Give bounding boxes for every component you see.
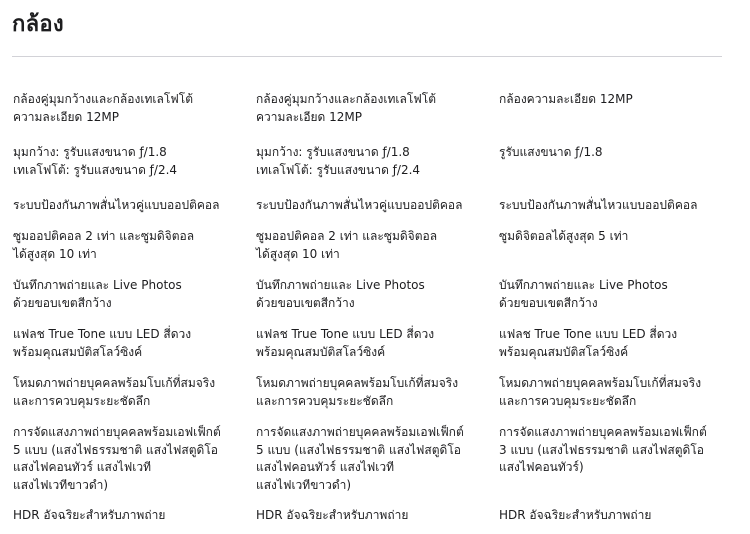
spec-cell-model-1: ระบบป้องกันภาพสั่นไหวคู่แบบออปติคอล	[13, 198, 220, 212]
spec-cell-model-2: ระบบป้องกันภาพสั่นไหวคู่แบบออปติคอล	[256, 198, 463, 212]
spec-cell-model-1: แฟลช True Tone แบบ LED สี่ดวง พร้อมคุณสมบัติสโลว์ซิงค์	[13, 327, 192, 359]
spec-cell-model-1: ซูมออปติคอล 2 เท่า และซูมดิจิตอล ได้สูงสุด 10 เท่า	[13, 229, 195, 261]
spec-row-zoom	[13, 228, 733, 268]
camera-spec-table	[13, 91, 733, 534]
spec-cell-model-3: ระบบป้องกันภาพสั่นไหวแบบออปติคอล	[499, 198, 698, 212]
spec-cell-model-3: HDR อัจฉริยะสำหรับภาพถ่าย	[499, 508, 652, 522]
spec-cell-model-1: การจัดแสงภาพถ่ายบุคคลพร้อมเอฟเฟ็กต์ 5 แบบ (แสงไฟธรรมชาติ แสงไฟสตูดิโอ แสงไฟคอนทัวร์ แสงไฟเวที แสงไฟเวทีขาวดำ)	[13, 425, 221, 492]
spec-cell-model-3: ซูมดิจิตอลได้สูงสุด 5 เท่า	[499, 229, 629, 243]
spec-cell-model-2: การจัดแสงภาพถ่ายบุคคลพร้อมเอฟเฟ็กต์ 5 แบบ (แสงไฟธรรมชาติ แสงไฟสตูดิโอ แสงไฟคอนทัวร์ แสงไฟเวที แสงไฟเวทีขาวดำ)	[256, 425, 464, 492]
spec-row-flash	[13, 326, 733, 366]
spec-row-portrait-mode	[13, 375, 733, 415]
spec-cell-model-2: กล้องคู่มุมกว้างและกล้องเทเลโฟโต้ ความละเอียด 12MP	[256, 92, 436, 124]
spec-cell-model-3: แฟลช True Tone แบบ LED สี่ดวง พร้อมคุณสมบัติสโลว์ซิงค์	[499, 327, 678, 359]
spec-cell-model-1: บันทึกภาพถ่ายและ Live Photos ด้วยขอบเขตสีกว้าง	[13, 278, 182, 310]
spec-row-smart-hdr	[13, 507, 733, 525]
spec-row-camera-system	[13, 91, 733, 135]
title-divider	[12, 56, 722, 57]
spec-cell-model-2: มุมกว้าง: รูรับแสงขนาด ƒ/1.8 เทเลโฟโต้: รูรับแสงขนาด ƒ/2.4	[256, 145, 421, 177]
spec-cell-model-2: ซูมออปติคอล 2 เท่า และซูมดิจิตอล ได้สูงสุด 10 เท่า	[256, 229, 438, 261]
spec-cell-model-3: การจัดแสงภาพถ่ายบุคคลพร้อมเอฟเฟ็กต์ 3 แบบ (แสงไฟธรรมชาติ แสงไฟสตูดิโอ แสงไฟคอนทัวร์)	[499, 425, 707, 474]
spec-cell-model-2: แฟลช True Tone แบบ LED สี่ดวง พร้อมคุณสมบัติสโลว์ซิงค์	[256, 327, 435, 359]
spec-cell-model-2: บันทึกภาพถ่ายและ Live Photos ด้วยขอบเขตสีกว้าง	[256, 278, 425, 310]
spec-row-aperture	[13, 144, 733, 188]
spec-cell-model-1: HDR อัจฉริยะสำหรับภาพถ่าย	[13, 508, 166, 522]
spec-cell-model-2: HDR อัจฉริยะสำหรับภาพถ่าย	[256, 508, 409, 522]
spec-row-stabilization	[13, 197, 733, 219]
spec-cell-model-3: โหมดภาพถ่ายบุคคลพร้อมโบเก้ที่สมจริง และการควบคุมระยะชัดลึก	[499, 376, 702, 408]
spec-row-wide-color	[13, 277, 733, 317]
spec-cell-model-3: บันทึกภาพถ่ายและ Live Photos ด้วยขอบเขตสีกว้าง	[499, 278, 668, 310]
page-title: กล้อง	[12, 12, 64, 37]
spec-cell-model-2: โหมดภาพถ่ายบุคคลพร้อมโบเก้ที่สมจริง และการควบคุมระยะชัดลึก	[256, 376, 459, 408]
spec-row-portrait-lighting	[13, 424, 733, 498]
spec-cell-model-3: รูรับแสงขนาด ƒ/1.8	[499, 145, 603, 159]
spec-cell-model-1: กล้องคู่มุมกว้างและกล้องเทเลโฟโต้ ความละเอียด 12MP	[13, 92, 193, 124]
spec-cell-model-1: มุมกว้าง: รูรับแสงขนาด ƒ/1.8 เทเลโฟโต้: รูรับแสงขนาด ƒ/2.4	[13, 145, 178, 177]
spec-cell-model-1: โหมดภาพถ่ายบุคคลพร้อมโบเก้ที่สมจริง และการควบคุมระยะชัดลึก	[13, 376, 216, 408]
spec-cell-model-3: กล้องความละเอียด 12MP	[499, 92, 633, 106]
